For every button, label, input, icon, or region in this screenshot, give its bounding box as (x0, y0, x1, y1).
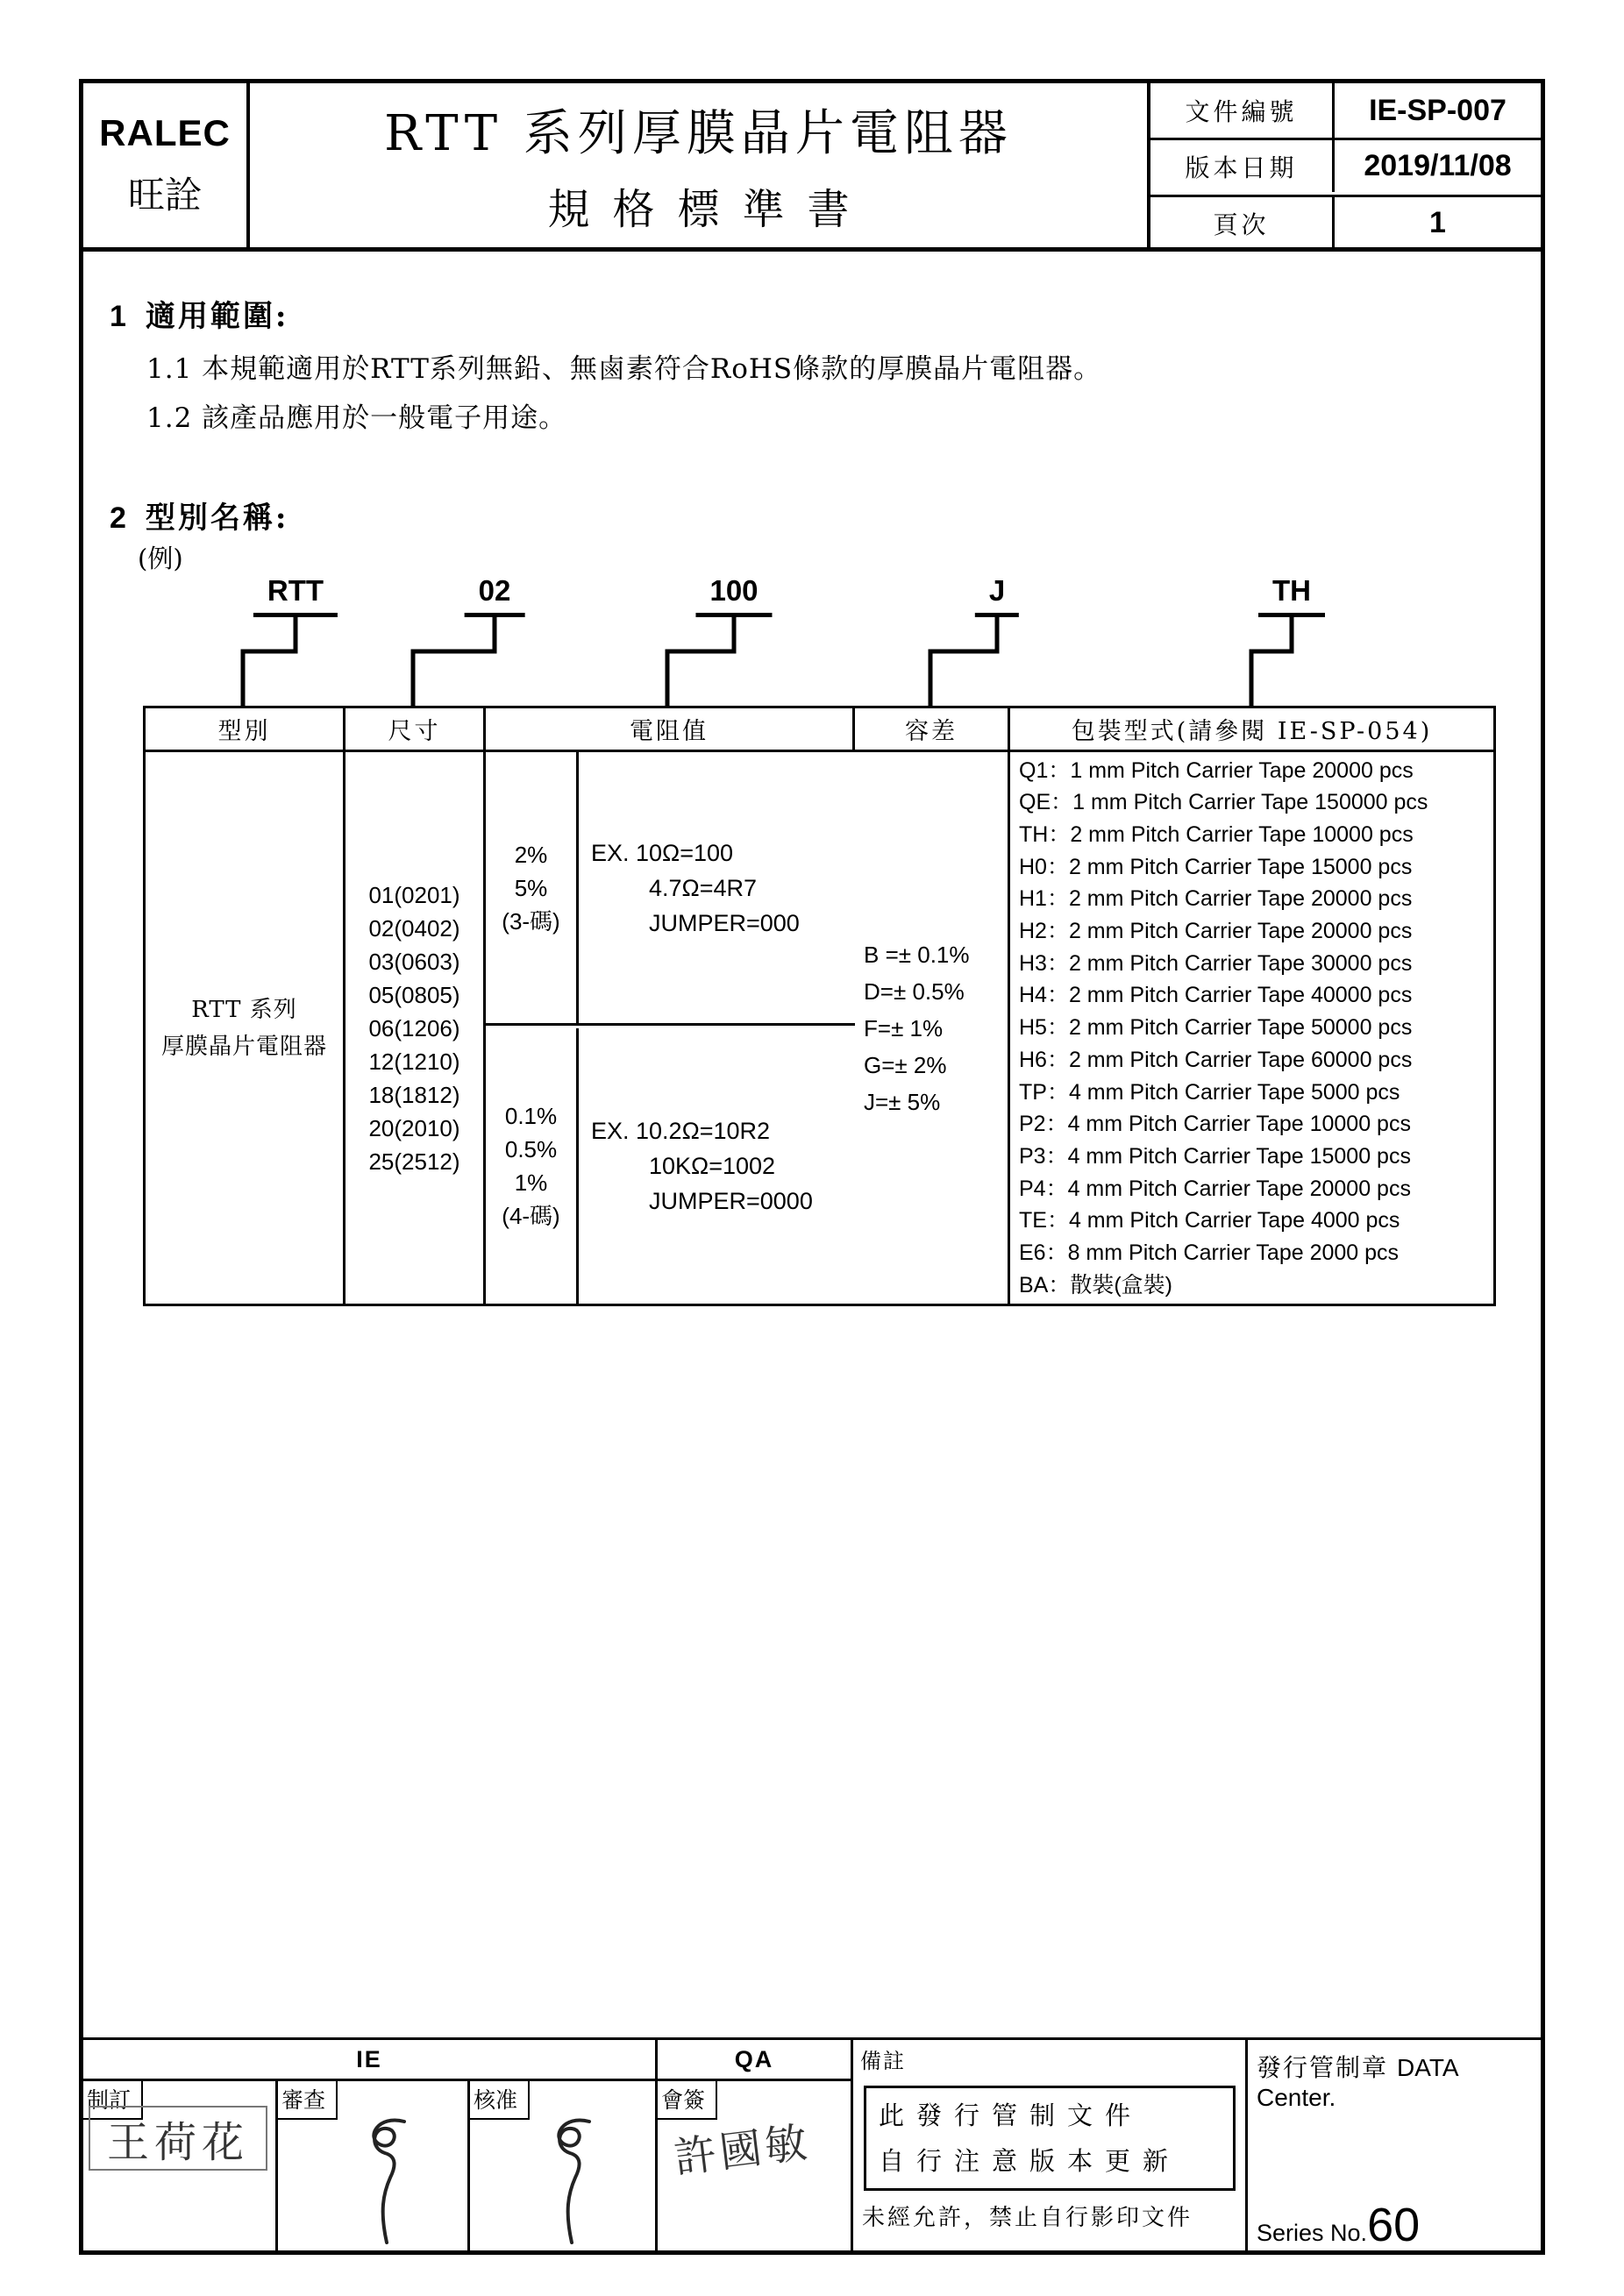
cell-type (146, 752, 345, 1304)
sign-cell-made-by (83, 2081, 278, 2250)
section2-title: 型別名稱: (145, 501, 289, 536)
size-item: 02(0402) (368, 914, 460, 942)
size-item: 03(0603) (368, 948, 460, 975)
packaging-item: P4：4 mm Pitch Carrier Tape 20000 pcs (1019, 1176, 1411, 1201)
doc-page-label: 頁次 (1150, 197, 1335, 249)
cell-res-codes-4digit (486, 1028, 579, 1304)
document-header (83, 83, 1541, 252)
section1-number: 1 (110, 300, 126, 333)
section2-heading (110, 494, 288, 537)
document-subtitle: 規格標準書 (547, 185, 873, 234)
packaging-item: P2：4 mm Pitch Carrier Tape 10000 pcs (1019, 1112, 1411, 1137)
document-title-block (250, 83, 1147, 247)
sign-cell-review (278, 2081, 470, 2250)
res-code: (4-碼) (502, 1203, 560, 1229)
tolerance-item: B =± 0.1% (864, 941, 970, 968)
made-by-signature-box (89, 2106, 267, 2171)
remark-outside-text: 未經允許，禁止自行影印文件 (862, 2205, 1193, 2231)
size-item: 18(1812) (368, 1081, 460, 1108)
model-code-table (143, 706, 1496, 1306)
col-header-size: 尺寸 (345, 708, 486, 752)
cell-tolerances (855, 752, 1010, 1304)
role-countersign: 會簽 (658, 2081, 717, 2120)
company-name-cn: 旺詮 (127, 173, 202, 217)
remark-box-line1: 此發行管制文件 (879, 2101, 1143, 2130)
doc-date-row (1150, 138, 1541, 192)
doc-date-label: 版本日期 (1150, 140, 1335, 192)
col-header-packaging: 包裝型式(請參閱 IE-SP-054) (1010, 708, 1493, 752)
doc-date-value: 2019/11/08 (1364, 149, 1512, 182)
res-example: JUMPER=000 (649, 909, 800, 936)
page-frame (79, 79, 1545, 2255)
series-line (1257, 2201, 1420, 2249)
res-example: 10KΩ=1002 (649, 1153, 776, 1179)
res-code: (3-碼) (502, 907, 560, 935)
packaging-item: H1：2 mm Pitch Carrier Tape 20000 pcs (1019, 886, 1413, 912)
res-example: EX. 10.2Ω=10R2 (591, 1118, 771, 1144)
made-by-signature: 王荷花 (106, 2117, 249, 2167)
size-item: 05(0805) (368, 981, 460, 1008)
code-resistance: 100 (695, 574, 772, 617)
tolerance-item: D=± 0.5% (864, 977, 965, 1005)
res-code: 5% (514, 874, 548, 901)
footer-section-qa: QA (658, 2040, 853, 2081)
series-label: Series No. (1257, 2220, 1368, 2246)
packaging-item: H6：2 mm Pitch Carrier Tape 60000 pcs (1019, 1047, 1413, 1072)
footer-section-ie: IE (83, 2040, 658, 2081)
remark-box-line2: 自行注意版本更新 (879, 2146, 1181, 2176)
res-example: JUMPER=0000 (649, 1188, 813, 1214)
packaging-item: H2：2 mm Pitch Carrier Tape 20000 pcs (1019, 919, 1413, 944)
document-title: RTT 系列厚膜晶片電阻器 (384, 105, 1013, 162)
packaging-item: E6：8 mm Pitch Carrier Tape 2000 pcs (1019, 1240, 1400, 1266)
size-item: 06(1206) (368, 1014, 460, 1041)
code-size: 02 (465, 574, 525, 617)
stamp-cell (1248, 2040, 1541, 2250)
sign-cell-approve (470, 2081, 658, 2250)
doc-number-row (1150, 83, 1541, 138)
section2-number: 2 (110, 501, 126, 535)
packaging-item: P3：4 mm Pitch Carrier Tape 15000 pcs (1019, 1143, 1411, 1169)
size-item: 25(2512) (368, 1148, 460, 1175)
res-code: 1% (514, 1169, 548, 1196)
signature-scribble-icon (544, 2113, 607, 2244)
remark-cell (853, 2040, 1248, 2250)
tolerance-item: F=± 1% (864, 1014, 944, 1041)
doc-page-row (1150, 195, 1541, 249)
size-item: 12(1210) (368, 1048, 460, 1075)
doc-number-label: 文件編號 (1150, 83, 1335, 138)
approval-footer (83, 2037, 1541, 2250)
res-code: 2% (514, 841, 548, 868)
role-made-by: 制訂 (83, 2081, 143, 2120)
role-review: 審查 (278, 2081, 338, 2120)
signature-scribble-icon (359, 2113, 422, 2244)
tolerance-item: J=± 5% (864, 1088, 941, 1115)
col-header-type: 型別 (146, 708, 345, 752)
document-info-table (1147, 83, 1541, 247)
size-item: 20(2010) (368, 1114, 460, 1141)
col-header-tolerance: 容差 (855, 708, 1010, 752)
scope-item-2: 1.2 該產品應用於一般電子用途。 (146, 402, 567, 434)
packaging-item: Q1：1 mm Pitch Carrier Tape 20000 pcs (1019, 757, 1414, 783)
type-line2: 厚膜晶片電阻器 (160, 1033, 327, 1060)
company-logo-block (83, 83, 250, 247)
code-tolerance: J (975, 574, 1019, 617)
col-header-resistance: 電阻值 (486, 708, 855, 752)
countersign-signature: 許國敏 (671, 2117, 814, 2184)
packaging-item: QE：1 mm Pitch Carrier Tape 150000 pcs (1019, 790, 1428, 815)
series-number: 60 (1367, 2199, 1421, 2251)
doc-page-value: 1 (1429, 206, 1446, 239)
type-line1: RTT 系列 (191, 996, 297, 1023)
packaging-item: H5：2 mm Pitch Carrier Tape 50000 pcs (1019, 1015, 1413, 1041)
packaging-item: TH：2 mm Pitch Carrier Tape 10000 pcs (1019, 821, 1414, 847)
res-code: 0.1% (504, 1103, 558, 1129)
res-example: EX. 10Ω=100 (591, 839, 734, 866)
cell-packaging (1010, 752, 1493, 1304)
tolerance-item: G=± 2% (864, 1051, 947, 1078)
packaging-item: H3：2 mm Pitch Carrier Tape 30000 pcs (1019, 950, 1413, 976)
role-approve: 核准 (470, 2081, 530, 2120)
company-name-en: RALEC (99, 111, 231, 153)
stamp-text-cn: 發行管制章 (1257, 2053, 1389, 2082)
sign-cell-countersign (658, 2081, 853, 2250)
packaging-item: BA：散裝(盒裝) (1019, 1272, 1173, 1297)
scope-item-1: 1.1 本規範適用於RTT系列無鉛、無鹵素符合RoHS條款的厚膜晶片電阻器。 (146, 353, 1102, 385)
res-code: 0.5% (504, 1136, 558, 1162)
size-item: 01(0201) (368, 881, 460, 908)
remark-label: 備註 (860, 2049, 906, 2073)
res-example: 4.7Ω=4R7 (649, 874, 758, 901)
cell-res-codes-3digit (486, 752, 579, 1026)
packaging-item: TE：4 mm Pitch Carrier Tape 4000 pcs (1019, 1208, 1400, 1233)
packaging-item: H4：2 mm Pitch Carrier Tape 40000 pcs (1019, 983, 1413, 1008)
code-series: RTT (253, 574, 338, 617)
stamp-text-en: DATA Center. (1257, 2054, 1457, 2111)
doc-number-value: IE-SP-007 (1369, 93, 1506, 127)
cell-res-example-3digit (579, 752, 855, 1026)
remark-box (864, 2086, 1236, 2191)
cell-sizes (345, 752, 486, 1304)
cell-res-example-4digit (579, 1028, 855, 1304)
example-label: (例) (138, 544, 183, 573)
packaging-item: H0：2 mm Pitch Carrier Tape 15000 pcs (1019, 854, 1413, 879)
code-packaging: TH (1258, 574, 1325, 617)
stamp-line (1257, 2049, 1541, 2112)
code-connector-lines (83, 615, 1541, 706)
packaging-item: TP：4 mm Pitch Carrier Tape 5000 pcs (1019, 1079, 1400, 1105)
section1-heading (110, 292, 288, 335)
section1-title: 適用範圍: (145, 299, 289, 334)
